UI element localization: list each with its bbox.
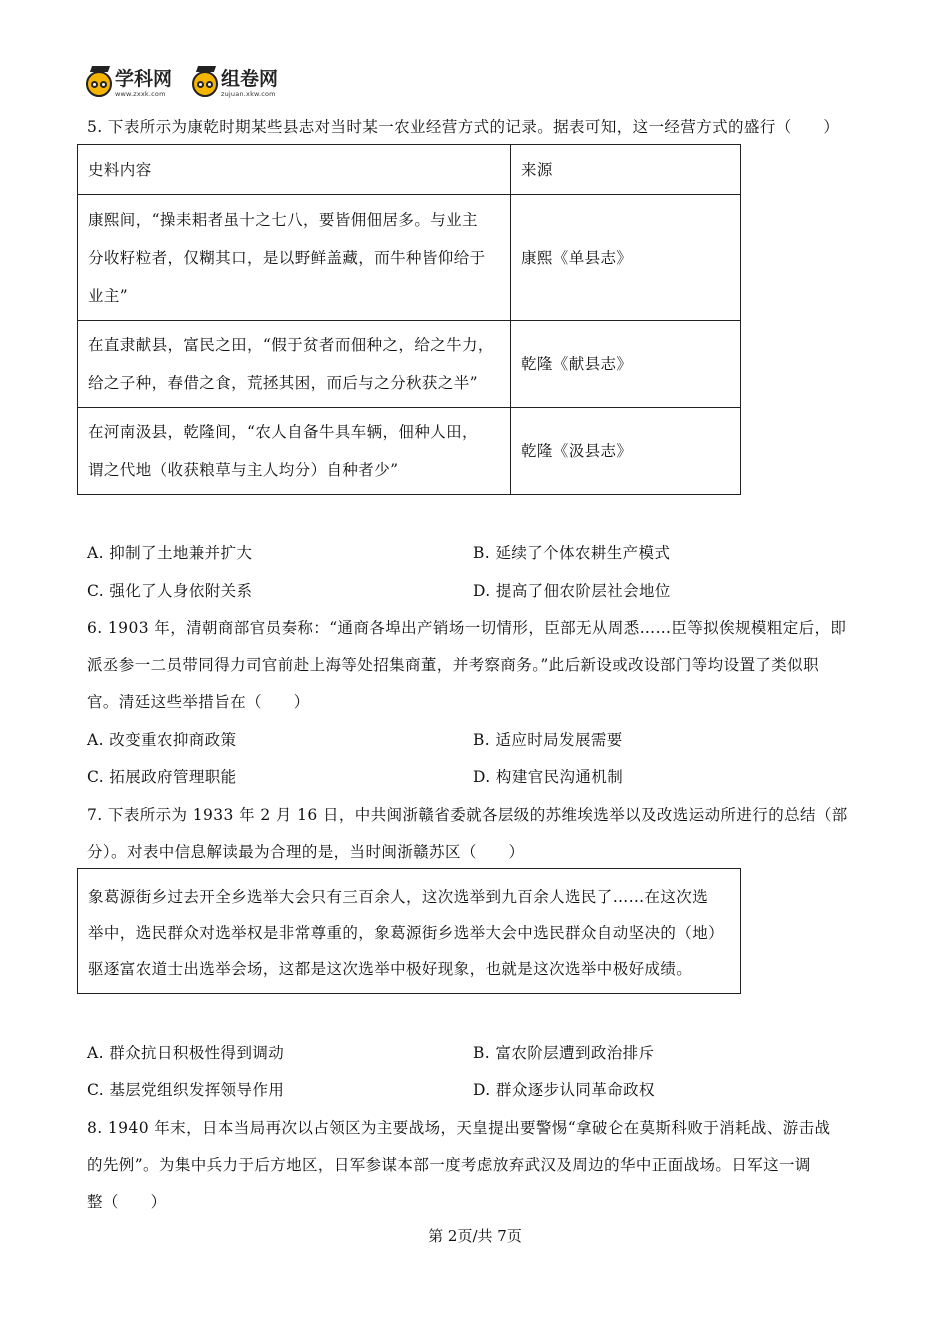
box-line: 驱逐富农道士出选举会场，这都是这次选举中极好现象，也就是这次选举中极好成绩。 — [88, 960, 693, 978]
q5-option-a: A. 抑制了土地兼并扩大 — [87, 544, 253, 562]
q6-option-b: B. 适应时局发展需要 — [473, 731, 623, 749]
table-row — [78, 195, 741, 321]
q5-source-table — [77, 144, 741, 495]
q7-line: 7. 下表所示为 1933 年 2 月 16 日，中共闽浙赣省委就各层级的苏维埃选举以及改选运动所进行的总结（部 — [87, 806, 848, 824]
box-line: 象葛源街乡过去开全乡选举大会只有三百余人，这次选举到九百余人选民了……在这次选 — [88, 888, 709, 906]
mascot-icon — [86, 71, 112, 97]
q7-option-b: B. 富农阶层遭到政治排斥 — [473, 1044, 655, 1062]
logo-name: 学科网 — [115, 68, 173, 90]
table-header-source: 来源 — [511, 145, 741, 195]
q7-source-box — [77, 868, 741, 994]
q6-line: 派丞参一二员带同得力司官前赴上海等处招集商董，并考察商务。”此后新设或改设部门等均设置了类似职 — [87, 656, 819, 674]
table-header-content: 史料内容 — [78, 145, 511, 195]
row-source: 乾隆《献县志》 — [511, 321, 741, 408]
q6-option-a: A. 改变重农抑商政策 — [87, 731, 237, 749]
q7-option-d: D. 群众逐步认同革命政权 — [473, 1081, 655, 1099]
q7-line: 分）。对表中信息解读最为合理的是，当时闽浙赣苏区（ ） — [87, 843, 525, 861]
row-source: 康熙《单县志》 — [511, 195, 741, 321]
q7-option-c: C. 基层党组织发挥领导作用 — [87, 1081, 285, 1099]
table-row — [78, 321, 741, 408]
q6-option-d: D. 构建官民沟通机制 — [473, 768, 624, 786]
q8-line: 的先例”。为集中兵力于后方地区，日军参谋本部一度考虑放弃武汉及周边的华中正面战场。日军这一调 — [87, 1156, 811, 1174]
q6-line: 6. 1903 年，清朝商部官员奏称：“通商各埠出产销场一切情形，臣部无从周悉……臣等拟俟规模粗定后，即 — [87, 619, 847, 637]
q8-line: 整（ ） — [87, 1193, 167, 1211]
row-content-line: 谓之代地（收获粮草与主人均分）自种者少” — [88, 461, 399, 479]
logo-url: www.zxxk.com — [115, 90, 166, 98]
row-content-line: 康熙间，“操耒耜者虽十之七八，要皆佣佃居多。与业主 — [88, 210, 478, 229]
q5-stem: 5. 下表所示为康乾时期某些县志对当时某一农业经营方式的记录。据表可知，这一经营方式的盛行（ ） — [87, 118, 840, 136]
q5-option-c: C. 强化了人身依附关系 — [87, 582, 253, 600]
row-content-line: 在河南汲县，乾隆间，“农人自备牛具车辆，佃种人田， — [88, 423, 478, 441]
row-content-line: 分收籽粒者，仅糊其口，是以野鲜盖藏，而牛种皆仰给于 — [88, 248, 486, 267]
logo-zxxk — [86, 70, 172, 98]
q5-option-d: D. 提高了佃农阶层社会地位 — [473, 582, 671, 600]
q8-line: 8. 1940 年末，日本当局再次以占领区为主要战场，天皇提出要警惕“拿破仑在莫斯科败于消耗战、游击战 — [87, 1119, 831, 1137]
logo-url: zujuan.xkw.com — [221, 90, 276, 98]
q7-option-a: A. 群众抗日积极性得到调动 — [87, 1044, 285, 1062]
q6-line: 官。清廷这些举措旨在（ ） — [87, 693, 310, 711]
logo-zujuan — [192, 70, 278, 98]
q5-option-b: B. 延续了个体农耕生产模式 — [473, 544, 671, 562]
row-content-line: 在直隶献县，富民之田，“假于贫者而佃种之，给之牛力， — [88, 336, 494, 354]
page-number: 第 2页/共 7页 — [428, 1227, 522, 1245]
logo-name: 组卷网 — [221, 68, 279, 90]
mascot-icon — [192, 71, 218, 97]
row-source: 乾隆《汲县志》 — [511, 408, 741, 495]
row-content-line: 业主” — [88, 286, 129, 305]
box-line: 举中，选民群众对选举权是非常尊重的，象葛源街乡选举大会中选民群众自动坚决的（地） — [88, 924, 725, 942]
row-content-line: 给之子种，春借之食，荒拯其困，而后与之分秋获之半” — [88, 374, 478, 392]
table-row — [78, 408, 741, 495]
q6-option-c: C. 拓展政府管理职能 — [87, 768, 237, 786]
